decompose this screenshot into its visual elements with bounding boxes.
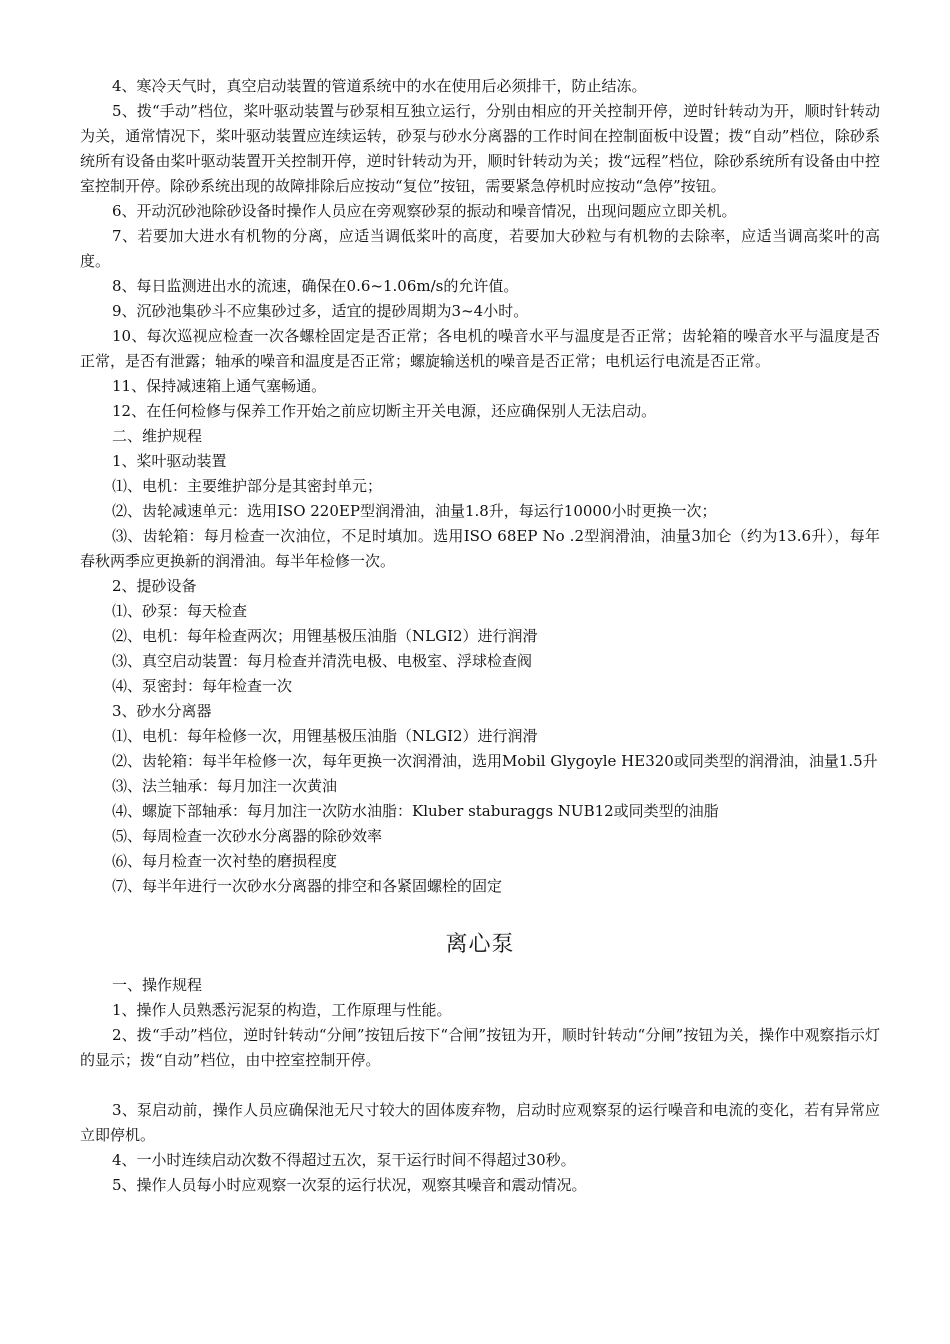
list-item: ⑴、电机：主要维护部分是其密封单元；: [112, 477, 383, 495]
paragraph: 3、泵启动前，操作人员应确保池无尺寸较大的固体废弃物，启动时应观察泵的运行噪音和电流的变化，若有异常应立即停机。: [80, 1101, 880, 1144]
section-heading: 一、操作规程: [112, 976, 203, 994]
paragraph: 1、操作人员熟悉污泥泵的构造，工作原理与性能。: [112, 1001, 452, 1019]
list-item: ⑶、法兰轴承：每月加注一次黄油: [112, 777, 338, 795]
paragraph: 5、拨“手动”档位，桨叶驱动装置与砂泵相互独立运行，分别由相应的开关控制开停，逆时针转动为开，顺时针转动为关，通常情况下，桨叶驱动装置应连续运转，砂泵与砂水分离器的工作时间在控制面板中设置；拨“自动”档位，除砂系统所有设备由桨叶驱动装置开关控制开停，逆时针转动为开，顺时针转动为关；拨“远程”档位，除砂系统所有设备由中控室控制开停。除砂系统出现的故障排除后应按动“复位”按钮，需要紧急停机时应按动“急停”按钮。: [80, 102, 880, 195]
list-item: ⑵、齿轮箱：每半年检修一次，每年更换一次润滑油，选用Mobil Glygoyle HE320或同类型的润滑油，油量1.5升: [112, 752, 878, 770]
document-body: [80, 74, 880, 1198]
section-heading: 二、维护规程: [112, 427, 203, 445]
subsection-heading: 1、桨叶驱动装置: [112, 452, 227, 470]
list-item: ⑴、砂泵：每天检查: [112, 602, 248, 620]
paragraph: 7、若要加大进水有机物的分离，应适当调低桨叶的高度，若要加大砂粒与有机物的去除率，应适当调高桨叶的高度。: [80, 227, 880, 270]
list-item: ⑵、齿轮减速单元：选用ISO 220EP型润滑油，油量1.8升，每运行10000小时更换一次；: [112, 502, 717, 520]
subsection-heading: 2、提砂设备: [112, 577, 197, 595]
subsection-heading: 3、砂水分离器: [112, 702, 212, 720]
paragraph: 5、操作人员每小时应观察一次泵的运行状况，观察其噪音和震动情况。: [112, 1176, 587, 1194]
list-item: ⑵、电机：每年检查两次；用锂基极压油脂（NLGI2）进行润滑: [112, 627, 538, 645]
list-item: ⑷、泵密封：每年检查一次: [112, 677, 293, 695]
paragraph: 2、拨“手动”档位，逆时针转动“分闸”按钮后按下“合闸”按钮为开，顺时针转动“分闸”按钮为关，操作中观察指示灯的显示；拨“自动”档位，由中控室控制开停。: [80, 1026, 880, 1069]
list-item: ⑺、每半年进行一次砂水分离器的排空和各紧固螺栓的固定: [112, 877, 503, 895]
paragraph: 12、在任何检修与保养工作开始之前应切断主开关电源，还应确保别人无法启动。: [112, 402, 657, 420]
blank-line: [80, 1073, 880, 1098]
list-item: ⑴、电机：每年检修一次，用锂基极压油脂（NLGI2）进行润滑: [112, 727, 538, 745]
list-item: ⑷、螺旋下部轴承：每月加注一次防水油脂：Kluber staburaggs NUB12或同类型的油脂: [112, 802, 719, 820]
section-centrifugal-pump: [80, 973, 880, 1198]
paragraph: 6、开动沉砂池除砂设备时操作人员应在旁观察砂泵的振动和噪音情况，出现问题应立即关机。: [112, 202, 737, 220]
paragraph: 11、保持减速箱上通气塞畅通。: [112, 377, 327, 395]
list-item: ⑹、每月检查一次衬垫的磨损程度: [112, 852, 338, 870]
list-item: ⑶、真空启动装置：每月检查并清洗电极、电极室、浮球检查阀: [112, 652, 533, 670]
list-item: ⑶、齿轮箱：每月检查一次油位，不足时填加。选用ISO 68EP No .2型润滑油，油量3加仑（约为13.6升），每年春秋两季应更换新的润滑油。每半年检修一次。: [80, 527, 880, 570]
paragraph: 4、一小时连续启动次数不得超过五次，泵干运行时间不得超过30秒。: [112, 1151, 576, 1169]
paragraph: 10、每次巡视应检查一次各螺栓固定是否正常；各电机的噪音水平与温度是否正常；齿轮箱的噪音水平与温度是否正常，是否有泄露；轴承的噪音和温度是否正常；螺旋输送机的噪音是否正常；电机运行电流是否正常。: [80, 327, 880, 370]
list-item: ⑸、每周检查一次砂水分离器的除砂效率: [112, 827, 383, 845]
paragraph: 9、沉砂池集砂斗不应集砂过多，适宜的提砂周期为3~4小时。: [112, 302, 529, 320]
paragraph: 4、寒冷天气时，真空启动装置的管道系统中的水在使用后必须排干，防止结冻。: [112, 77, 647, 95]
section-desander-maintenance: [80, 74, 880, 899]
paragraph: 8、每日监测进出水的流速，确保在0.6~1.06m/s的允许值。: [112, 277, 519, 295]
section-title: 离心泵: [445, 932, 515, 957]
